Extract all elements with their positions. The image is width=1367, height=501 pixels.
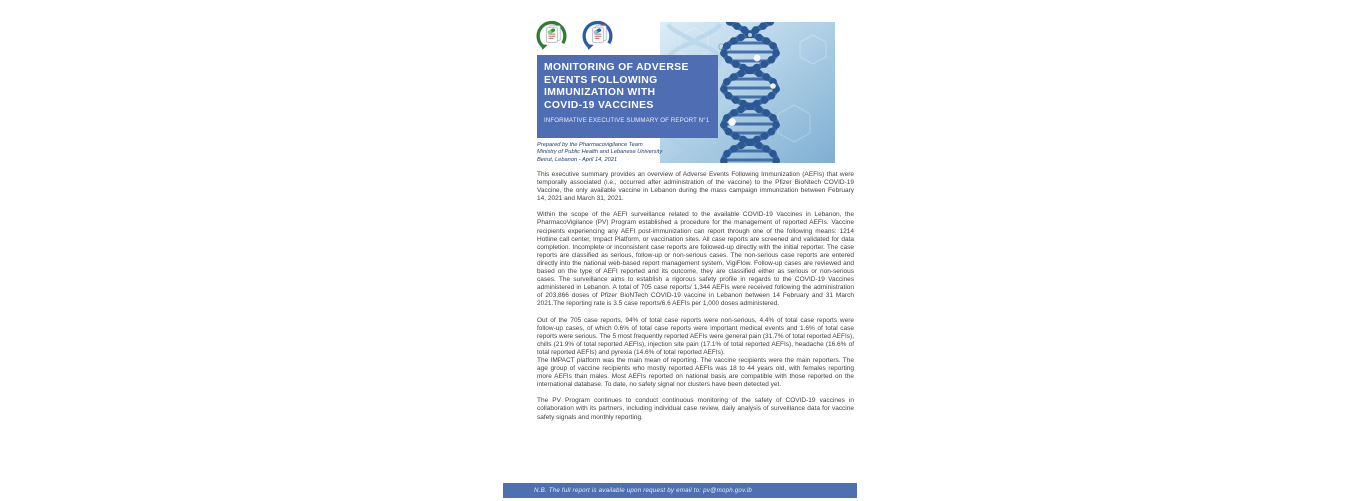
prepared-by-block (537, 142, 662, 164)
paragraph-overview: This executive summary provides an overview of Adverse Events Following Immunization (AEFIs) that were temporally associated (i.e., occurred after administration of the vaccine) to the Pfizer BioNtech COVID-19 Vaccine, the only available vaccine in Lebanon during the mass campaign immunization between February 14, 2021 and March 31, 2021. (537, 171, 854, 203)
blue-pharmacovigilance-logo-icon (581, 19, 614, 53)
header-logos (535, 19, 614, 53)
green-pharmacovigilance-logo-icon (535, 19, 568, 53)
prepared-by-line-3: Beirut, Lebanon - April 14, 2021 (537, 156, 618, 163)
paragraph-surveillance-procedure: Within the scope of the AEFI surveillance related to the available COVID-19 Vaccines in Lebanon, the PharmacoVigilance (PV) Program established a procedure for the management of reported AEFIs. Vaccine recipients experiencing any AEFI post-immunization can report through one of the following means: 1214 Hotline call center, Impact Platform, or vaccination sites. All case reports are screened and validated for data completion. Incomplete or inconsistent case reports are followed-up directly with the initial reporter. The case reports are classified as serious, follow-up or non-serious cases. The non-serious case reports are entered directly into the national web-based report management system, VigiFlow. Follow-up cases are reviewed and based on the type of AEFI reported and its outcome, they are classified either as serious or non-serious cases. The surveillance aims to establish a rigorous safety profile in regards to the COVID-19 Vaccines administered in Lebanon. A total of 705 case reports/ 1,344 AEFIs were received following the administration of 203,866 doses of Pfizer BioNTech COVID-19 vaccine in Lebanon between 14 February and 31 March 2021.The reporting rate is 3.5 case reports/6.6 AEFIs per 1,000 doses administered. (537, 211, 854, 308)
report-subtitle: INFORMATIVE EXECUTIVE SUMMARY OF REPORT N°1 (544, 117, 710, 125)
report-body (537, 171, 854, 430)
prepared-by-line-1: Prepared by the Pharmacovigilance Team (537, 142, 643, 148)
title-banner (537, 55, 718, 138)
report-title-line-4: COVID-19 VACCINES (544, 99, 654, 111)
svg-text:OH: OH (718, 42, 732, 52)
prepared-by-line-2: Ministry of Public Health and Lebanese University (537, 149, 663, 156)
report-title-line-2: EVENTS FOLLOWING (544, 74, 658, 86)
document-page (500, 0, 860, 501)
footer-bar (503, 483, 857, 498)
paragraph-case-statistics: Out of the 705 case reports, 94% of total case reports were non-serious, 4.4% of total case reports were follow-up cases, of which 0.6% of total case reports were important medical events and 1.6% of total case reports were serious. The 5 most frequently reported AEFIs were general pain (31.7% of total reported AEFIs), chills (21.9% of total reported AEFIs), injection site pain (17.1% of total reported AEFIs), headache (16.6% of total reported AEFIs) and pyrexia (14.6% of total reported AEFIs). (537, 316, 854, 356)
report-title-line-1: MONITORING OF ADVERSE (544, 62, 689, 73)
paragraph-reporting-profile: The IMPACT platform was the main mean of reporting. The vaccine recipients were the main reporters. The age group of vaccine recipients who mostly reported AEFIs was 18 to 44 years old, with females reporting more AEFIs than males. Most AEFIs reported on national basis are compatible with those reported on the international database. To date, no safety signal nor clusters have been detected yet. (537, 356, 854, 389)
footer-note: N.B. The full report is available upon request by email to: pv@moph.gov.lb (534, 487, 753, 494)
report-title-line-3: IMMUNIZATION WITH (544, 87, 656, 99)
paragraph-continued-monitoring: The PV Program continues to conduct continuous monitoring of the safety of COVID-19 vaccines in collaboration with its partners, including individual case review, daily analysis of surveillance data for vaccine safety signals and monthly reporting. (537, 397, 854, 421)
